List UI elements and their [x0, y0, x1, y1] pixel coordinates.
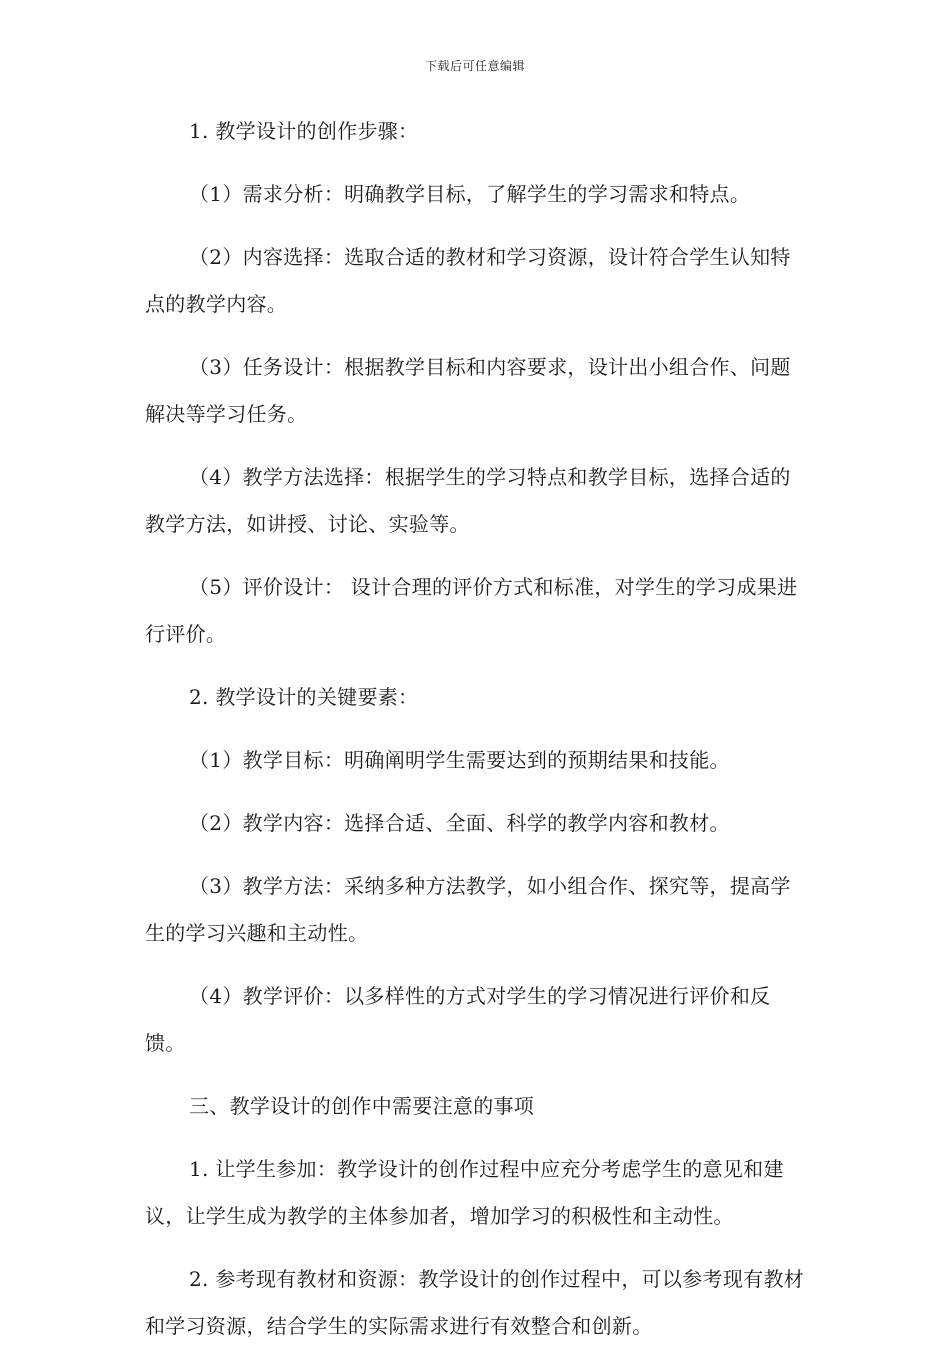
- paragraph-evaluation-design: （5）评价设计： 设计合理的评价方式和标准，对学生的学习成果进行评价。: [145, 575, 798, 646]
- paragraph-reference-materials: 2. 参考现有教材和资源：教学设计的创作过程中，可以参考现有教材和学习资源，结合学生的实际需求进行有效整合和创新。: [145, 1267, 805, 1338]
- heading-section-three: 三、教学设计的创作中需要注意的事项: [189, 1094, 535, 1118]
- paragraph-teaching-goals: （1）教学目标：明确阐明学生需要达到的预期结果和技能。: [189, 748, 730, 772]
- document-body: [145, 108, 805, 1366]
- paragraph-teaching-content: （2）教学内容：选择合适、全面、科学的教学内容和教材。: [189, 811, 730, 835]
- paragraph-needs-analysis: （1）需求分析：明确教学目标，了解学生的学习需求和特点。: [189, 182, 751, 206]
- paragraph-student-participation: 1. 让学生参加：教学设计的创作过程中应充分考虑学生的意见和建议，让学生成为教学的主体参加者，增加学习的积极性和主动性。: [145, 1157, 784, 1228]
- heading-creation-steps: 1. 教学设计的创作步骤：: [189, 119, 419, 143]
- header-note: 下载后可任意编辑: [424, 59, 525, 73]
- paragraph-content-selection: （2）内容选择：选取合适的教材和学习资源，设计符合学生认知特点的教学内容。: [145, 245, 791, 316]
- paragraph-task-design: （3）任务设计：根据教学目标和内容要求，设计出小组合作、问题解决等学习任务。: [145, 355, 791, 426]
- paragraph-teaching-methods: （3）教学方法：采纳多种方法教学，如小组合作、探究等，提高学生的学习兴趣和主动性。: [145, 874, 791, 945]
- paragraph-method-selection: （4）教学方法选择：根据学生的学习特点和教学目标，选择合适的教学方法，如讲授、讨论、实验等。: [145, 465, 791, 536]
- paragraph-teaching-evaluation: （4）教学评价：以多样性的方式对学生的学习情况进行评价和反馈。: [145, 984, 771, 1055]
- heading-key-elements: 2. 教学设计的关键要素：: [189, 685, 419, 709]
